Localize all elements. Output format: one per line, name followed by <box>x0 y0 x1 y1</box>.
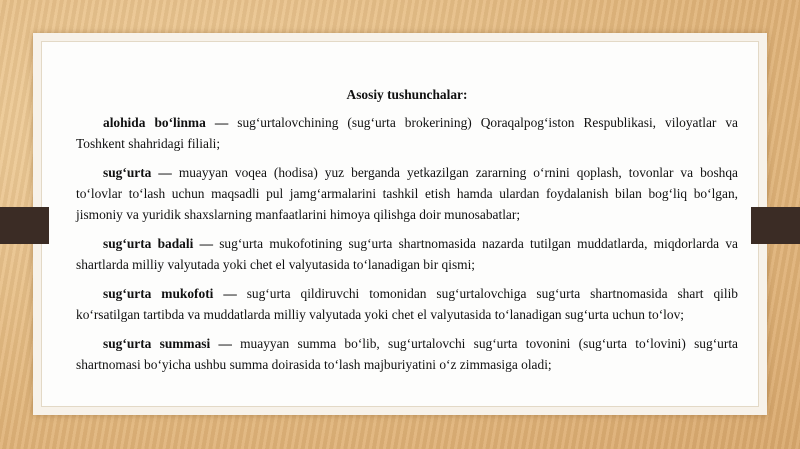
left-decorative-tab <box>0 207 49 244</box>
definition-text: sug‘urta mukofotining sug‘urta shartnomasida nazarda tutilgan muddatlarda, miqdorlarda va shartlarda milliy valyutada yoki chet el valyutasida to‘lanadigan bir qismi; <box>76 236 739 272</box>
definition-text: sug‘urtalovchining (sug‘urta brokerining) Qoraqalpog‘iston Respublikasi, viloyatlar va Toshkent shahridagi filiali; <box>76 115 739 151</box>
definition-term: sug‘urta mukofoti <box>103 286 214 301</box>
definition-term: sug‘urta summasi <box>103 336 211 351</box>
definition-text: muayyan voqea (hodisa) yuz berganda yetkazilgan zararning o‘rnini qoplash, tovonlar va boshqa to‘lovlar to‘lash uchun maqsadli pul jamg‘armalarini tashkil etish hamda ulardan foydalanish bilan bog‘liq bo‘lgan, jismoniy va yuridik shaxslarning manfaatlarini himoya qilishga doir munosabatlar; <box>76 165 739 222</box>
definition-paragraph <box>76 233 738 275</box>
definition-term: sug‘urta badali <box>103 236 194 251</box>
definition-paragraph <box>76 112 738 154</box>
definition-dash: — <box>214 115 229 130</box>
slide-text <box>76 84 738 383</box>
definition-dash: — <box>218 336 232 351</box>
slide-heading: Asosiy tushunchalar: <box>346 87 468 102</box>
definition-term: sug‘urta <box>103 165 152 180</box>
definition-dash: — <box>158 165 172 180</box>
definition-term: alohida bo‘linma <box>103 115 206 130</box>
definition-paragraph <box>76 162 738 225</box>
right-decorative-tab <box>751 207 800 244</box>
definition-dash: — <box>223 286 237 301</box>
definition-dash: — <box>199 236 213 251</box>
definition-text: sug‘urta qildiruvchi tomonidan sug‘urtalovchiga sug‘urta shartnomasida shart qilib ko‘rsatilgan tartibda va muddatlarda milliy valyutada yoki chet el valyutasida to‘lanadigan sug‘urta uchun to‘lov; <box>76 286 738 322</box>
definition-paragraph <box>76 283 738 325</box>
definition-text: muayyan summa bo‘lib, sug‘urtalovchi sug‘urta tovonini (sug‘urta to‘lovini) sug‘urta shartnomasi bo‘yicha ushbu summa doirasida to‘lash majburiyatini o‘z zimmasiga oladi; <box>76 336 738 372</box>
definition-paragraph <box>76 333 738 375</box>
